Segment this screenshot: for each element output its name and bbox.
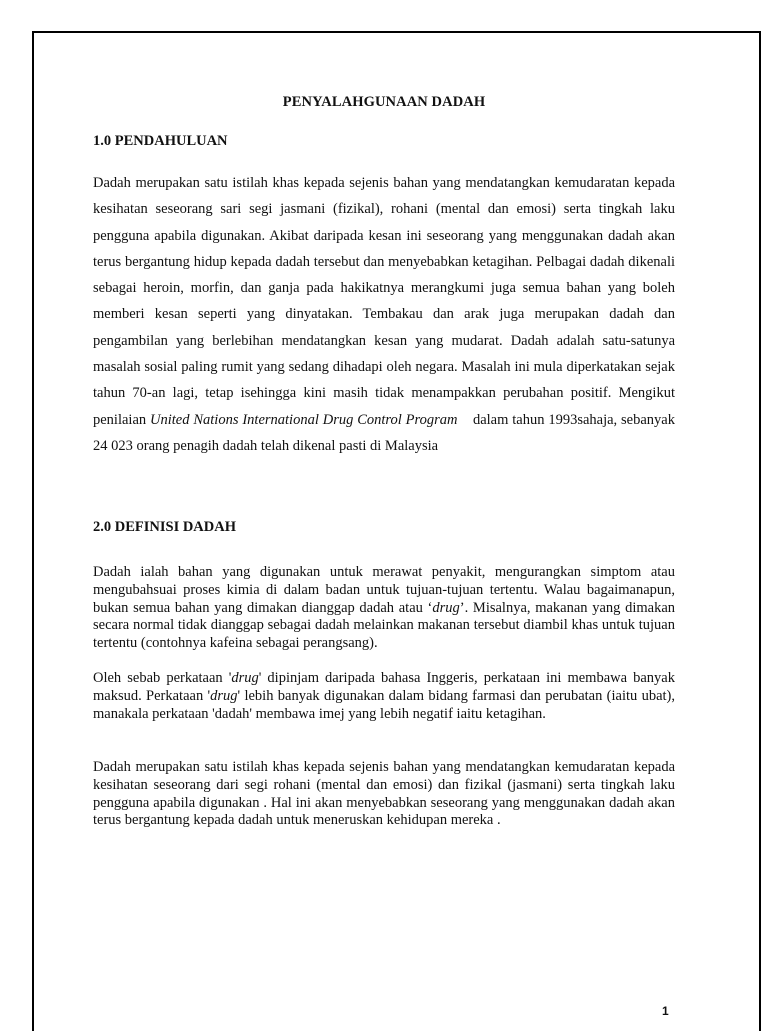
section-heading-pendahuluan: 1.0 PENDAHULUAN bbox=[93, 133, 228, 149]
drug-term-italic: drug bbox=[231, 670, 259, 686]
paragraph-pendahuluan bbox=[93, 170, 679, 459]
section-heading-definisi: 2.0 DEFINISI DADAH bbox=[93, 519, 237, 535]
program-name-italic: United Nations International Drug Control Program bbox=[150, 411, 458, 428]
paragraph-text: dalam tahun 1993sahaja, sebanyak 24 023 orang penagih dadah telah dikenal pasti di Malaysia bbox=[93, 411, 679, 454]
paragraph-text: Oleh sebab perkataan ' bbox=[93, 670, 232, 686]
paragraph-text: Dadah ialah bahan yang digunakan untuk merawat penyakit, mengurangkan simptom atau mengubahsuai proses kimia di dalam badan untuk tujuan-tujuan tertentu. Walau bagaimanapun, bukan semua bahan yang dimakan dianggap dadah atau ‘ bbox=[93, 564, 675, 616]
drug-term-italic: drug bbox=[432, 599, 460, 616]
paragraph-definisi-2 bbox=[93, 670, 675, 723]
document-title: PENYALAHGUNAAN DADAH bbox=[282, 94, 486, 110]
page-number: 1 bbox=[662, 1004, 669, 1018]
paragraph-definisi-3: Dadah merupakan satu istilah khas kepada sejenis bahan yang mendatangkan kemudaratan kepada kesihatan seseorang dari segi rohani (mental dan emosi) dan fizikal (jasmani) serta tingkah laku pengguna apabila digunakan . Hal ini akan menyebabkan seseorang yang menggunakan dadah akan terus bergantung kepada dadah untuk meneruskan kehidupan mereka . bbox=[93, 759, 675, 829]
paragraph-text: Dadah merupakan satu istilah khas kepada sejenis bahan yang mendatangkan kemudaratan kepada kesihatan seseorang sari segi jasmani (fizikal), rohani (mental dan emosi) serta tingkah laku pengguna apabila digunakan. Akibat daripada kesan ini seseorang yang menggunakan dadah akan terus bergantung hidup kepada dadah tersebut dan menyebabkan ketagihan. Pelbagai dadah dikenali sebagai heroin, morfin, dan ganja pada hakikatnya merangkumi juga semua bahan yang boleh memberi kesan seperti yang dinyatakan. Tembakau dan arak juga merupakan dadah dan pengambilan yang berlebihan mendatangkan kesan yang mudarat. Dadah adalah satu-satunya masalah sosial paling rumit yang sedang dihadapi oleh negara. Masalah ini mula diperkatakan sejak tahun 70-an lagi, tetap isehingga kini masih tidak menampakkan perubahan positif. Mengikut penilaian bbox=[93, 175, 675, 428]
paragraph-definisi-1 bbox=[93, 564, 675, 653]
paragraph-text: ’. Misalnya, makanan yang dimakan secara normal tidak dianggap sebagai dadah melainkan makanan tersebut diambil khas untuk tujuan tertentu (contohnya kafeina sebagai perangsang). bbox=[93, 599, 675, 652]
paragraph-text: ' dipinjam daripada bahasa Inggeris, perkataan ini membawa banyak maksud. Perkataan ' bbox=[93, 670, 675, 704]
paragraph-text: ' lebih banyak digunakan dalam bidang farmasi dan perubatan (iaitu ubat), manakala perkataan 'dadah' membawa imej yang lebih negatif iaitu ketagihan. bbox=[93, 687, 676, 722]
drug-term-italic: drug bbox=[210, 687, 238, 704]
